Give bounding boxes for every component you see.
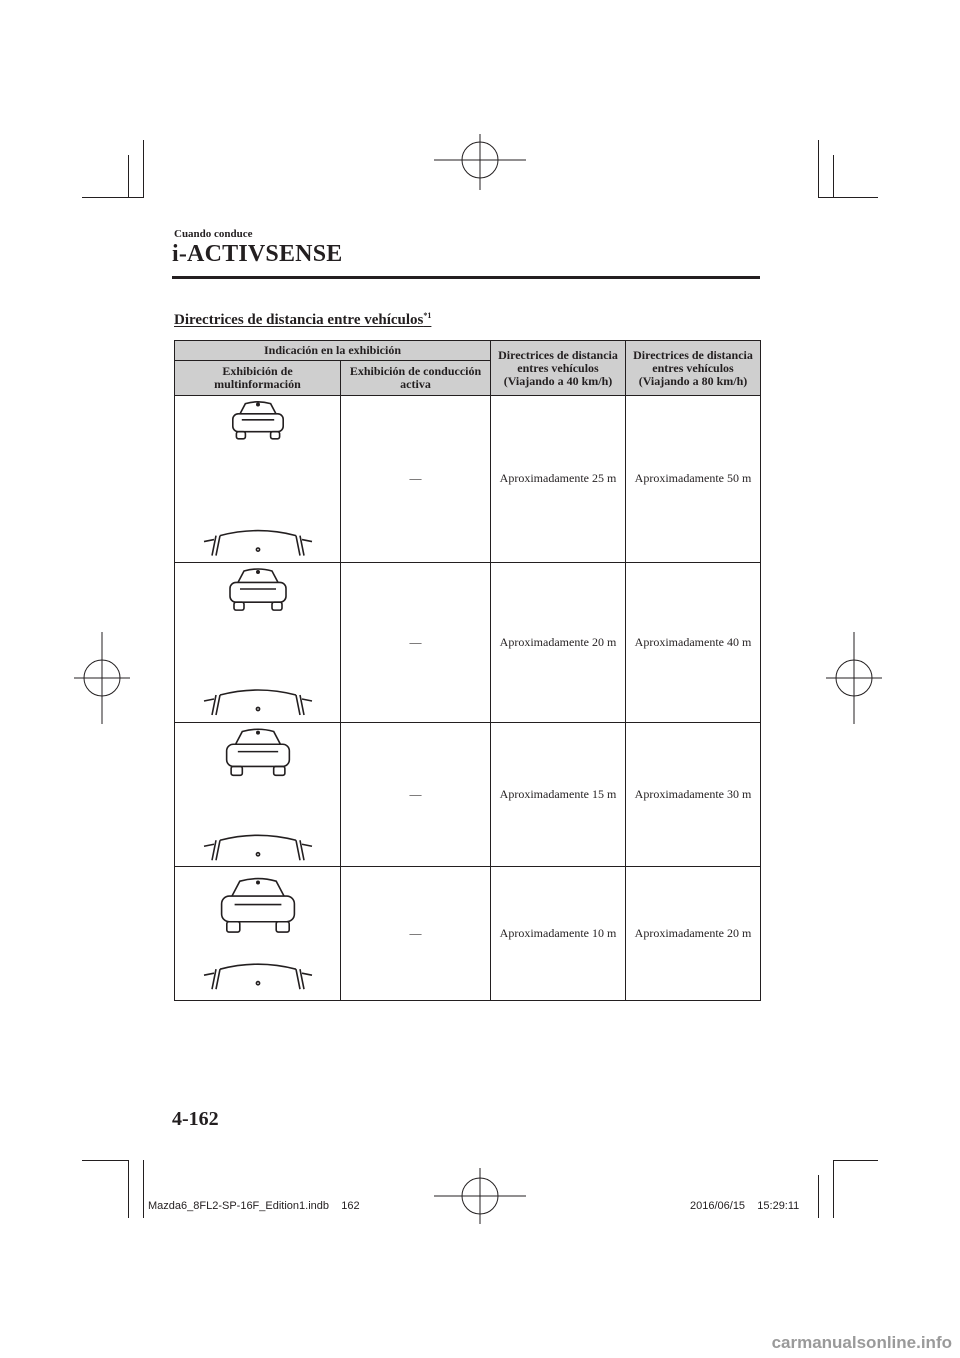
registration-mark-icon xyxy=(74,632,130,724)
header-active-driving-display: Exhibición de conducción activa xyxy=(341,361,491,396)
distance-40-cell: Aproximadamente 15 m xyxy=(491,722,626,866)
multi-info-display-cell xyxy=(175,396,341,563)
active-driving-display-cell: — xyxy=(341,562,491,722)
section-label: Cuando conduce xyxy=(174,228,253,240)
registration-mark-icon xyxy=(826,632,882,724)
distance-40-cell: Aproximadamente 20 m xyxy=(491,562,626,722)
vehicle-distance-near-icon xyxy=(198,723,318,862)
table-row xyxy=(175,866,761,1000)
multi-info-display-cell xyxy=(175,562,341,722)
page-heading xyxy=(174,311,431,329)
vehicle-distance-far-icon xyxy=(198,396,318,558)
table-row xyxy=(175,722,761,866)
footnote-mark: *1 xyxy=(423,311,432,320)
multi-info-display-cell xyxy=(175,722,341,866)
header-rule xyxy=(172,276,760,279)
table-row xyxy=(175,396,761,563)
registration-mark-icon xyxy=(434,1168,526,1224)
active-driving-display-cell: — xyxy=(341,866,491,1000)
table-row xyxy=(175,562,761,722)
distance-40-cell: Aproximadamente 25 m xyxy=(491,396,626,563)
heading-text: Directrices de distancia entre vehículos xyxy=(174,312,424,328)
distance-guideline-table xyxy=(174,340,761,1001)
distance-80-cell: Aproximadamente 50 m xyxy=(626,396,761,563)
vehicle-distance-medium-icon xyxy=(198,563,318,717)
multi-info-display-cell xyxy=(175,866,341,1000)
chapter-title: i-ACTIVSENSE xyxy=(172,241,343,267)
distance-80-cell: Aproximadamente 20 m xyxy=(626,866,761,1000)
footer-timestamp: 2016/06/15 15:29:11 xyxy=(690,1200,800,1212)
distance-80-cell: Aproximadamente 40 m xyxy=(626,562,761,722)
page-number: 4-162 xyxy=(172,1108,219,1130)
vehicle-distance-closest-icon xyxy=(198,872,318,991)
footer-filename: Mazda6_8FL2-SP-16F_Edition1.indb 162 xyxy=(148,1200,360,1212)
header-distance-80: Directrices de distancia entres vehículos (Viajando a 80 km/h) xyxy=(626,341,761,396)
header-display-indication: Indicación en la exhibición xyxy=(175,341,491,361)
distance-80-cell: Aproximadamente 30 m xyxy=(626,722,761,866)
table-header-row xyxy=(175,341,761,361)
active-driving-display-cell: — xyxy=(341,396,491,563)
watermark: carmanualsonline.info xyxy=(771,1333,952,1352)
registration-mark-icon xyxy=(434,134,526,190)
header-distance-40: Directrices de distancia entres vehículos (Viajando a 40 km/h) xyxy=(491,341,626,396)
distance-40-cell: Aproximadamente 10 m xyxy=(491,866,626,1000)
active-driving-display-cell: — xyxy=(341,722,491,866)
header-multi-info-display: Exhibición de multinformación xyxy=(175,361,341,396)
